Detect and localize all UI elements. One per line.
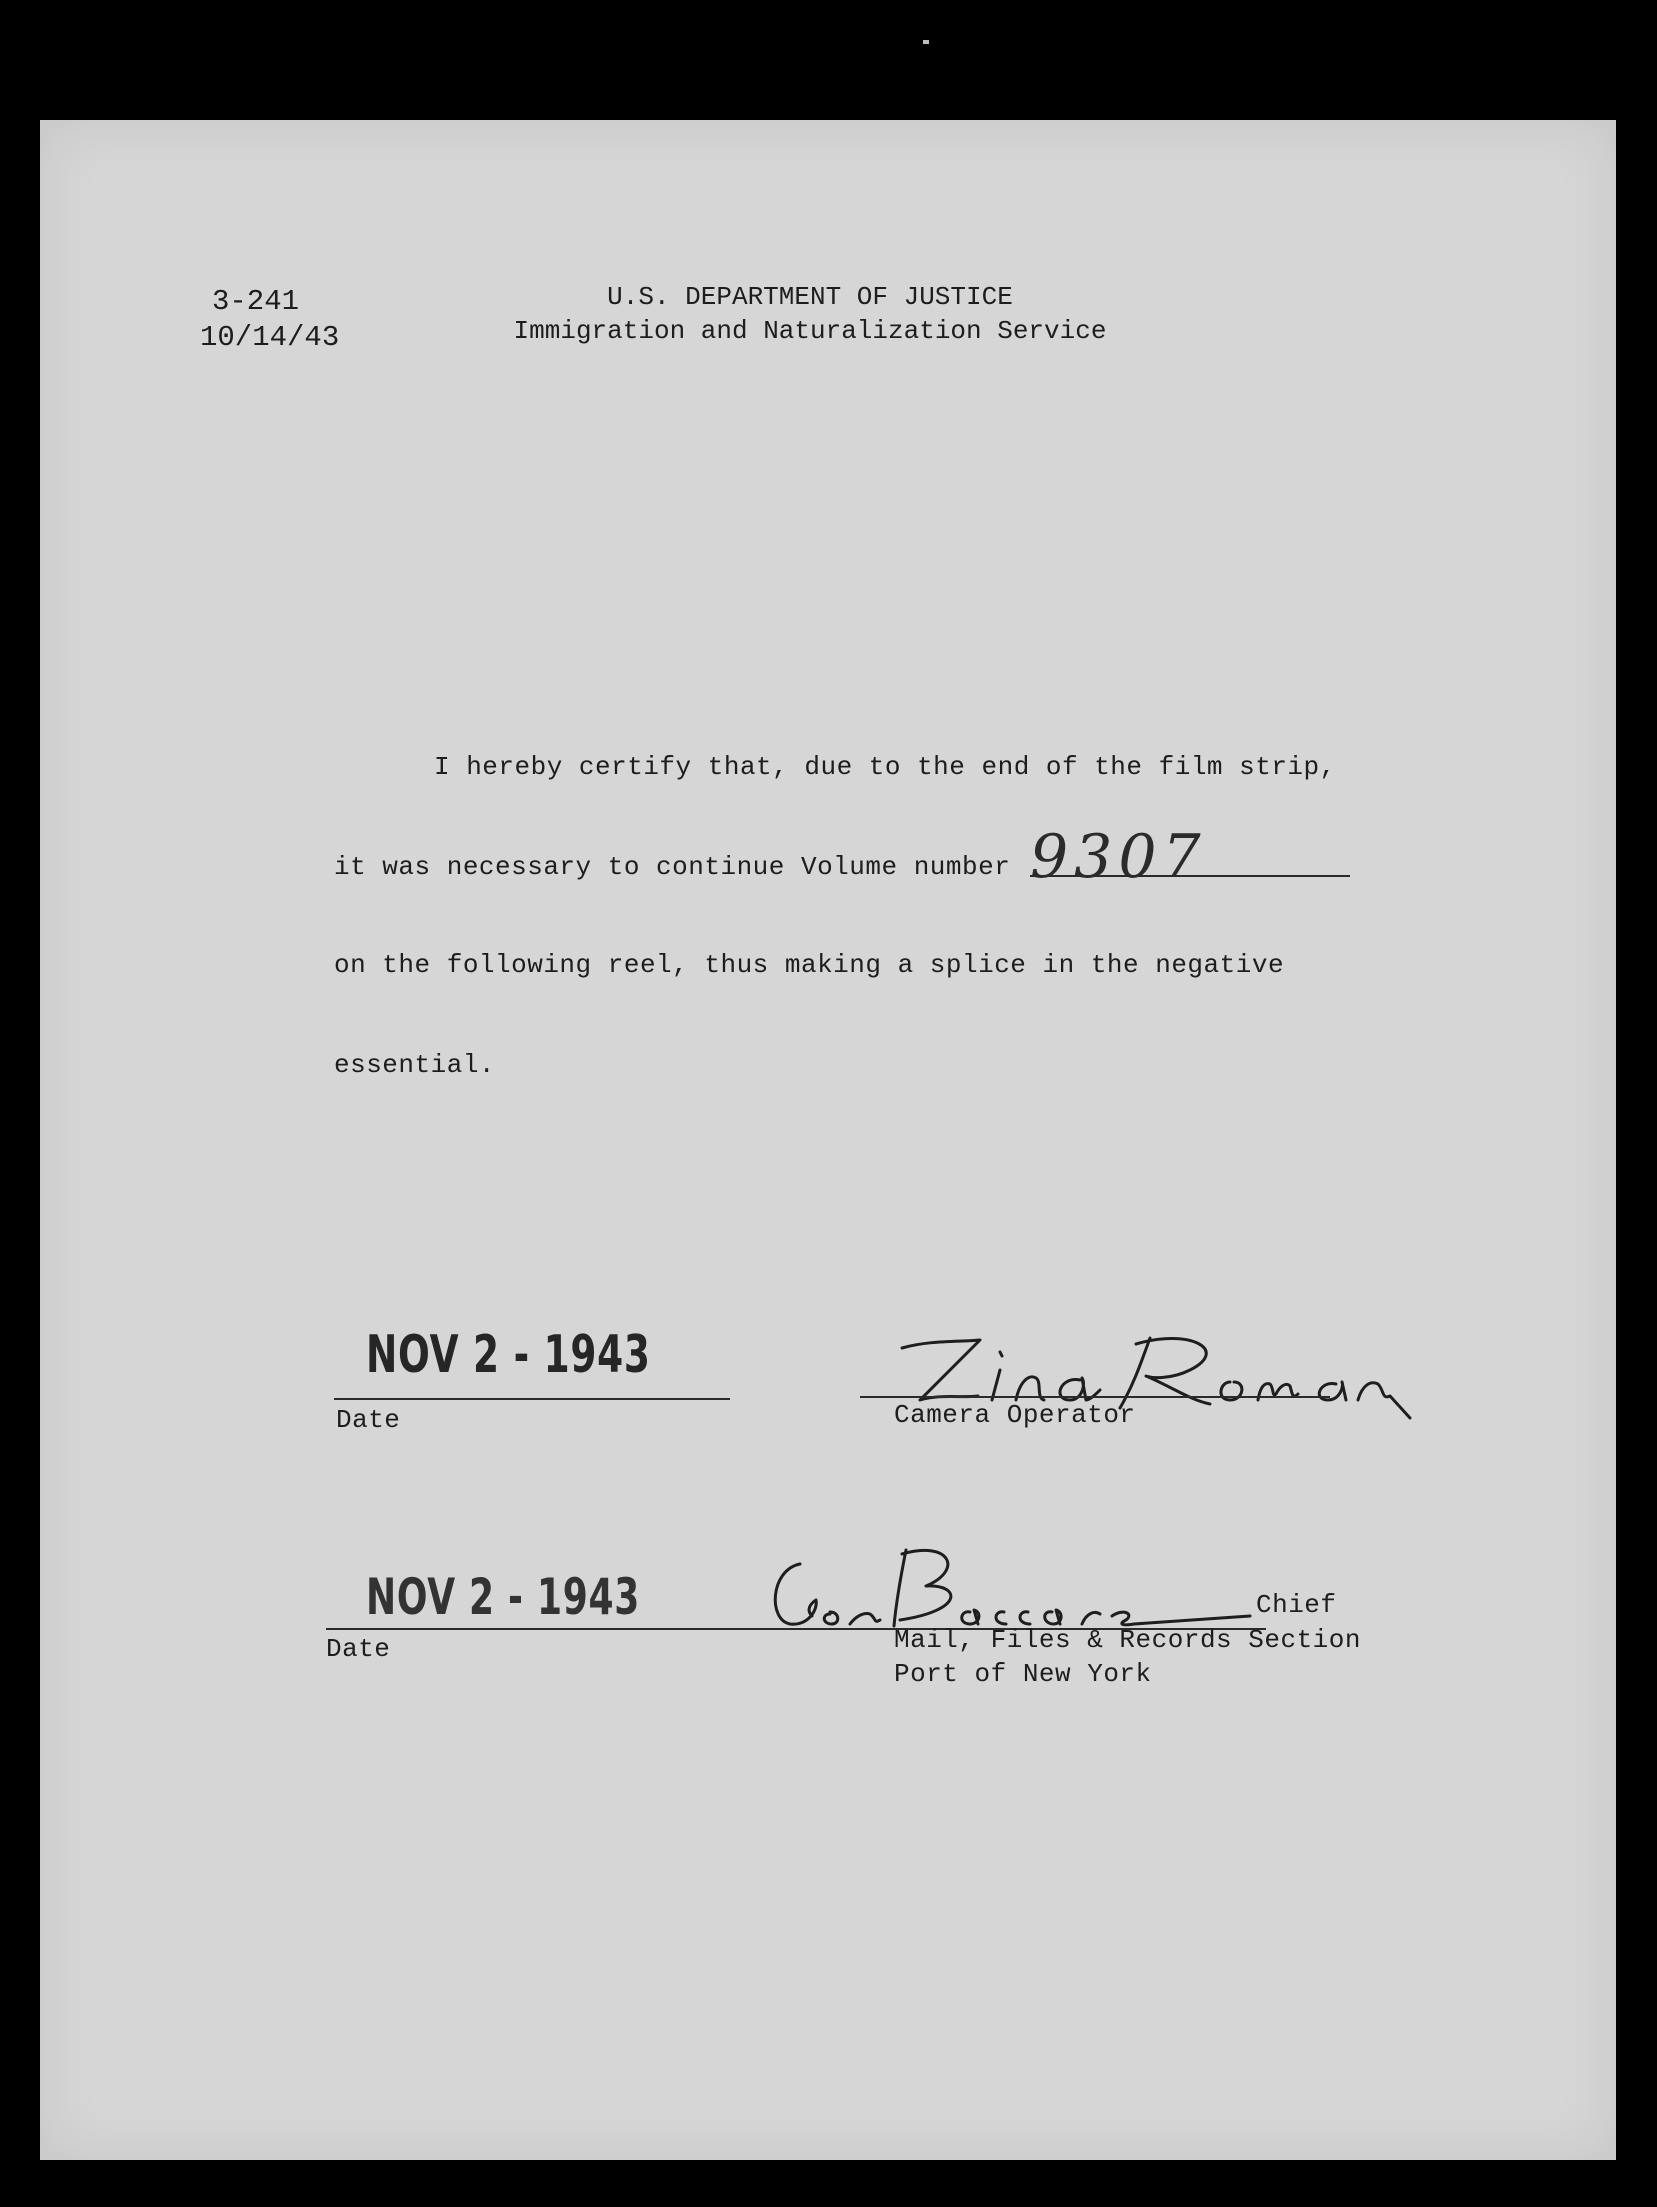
department-heading: U.S. DEPARTMENT OF JUSTICE xyxy=(607,282,1013,312)
first-date-stamp: NOV 2 - 1943 xyxy=(366,1325,651,1385)
document-page xyxy=(40,120,1616,2160)
speck xyxy=(923,40,929,44)
form-date: 10/14/43 xyxy=(200,321,340,354)
second-date-stamp: NOV 2 - 1943 xyxy=(366,1568,641,1626)
volume-number: 9307 xyxy=(1030,822,1207,892)
body-line-4: essential. xyxy=(334,1050,496,1080)
chief-title: Chief xyxy=(1256,1590,1337,1620)
chief-location: Port of New York xyxy=(894,1659,1152,1689)
second-date-label: Date xyxy=(326,1634,391,1664)
second-date-line xyxy=(326,1628,752,1630)
body-line-1: I hereby certify that, due to the end of the film strip, xyxy=(434,752,1336,782)
body-line-3: on the following reel, thus making a splice in the negative xyxy=(334,950,1285,980)
chief-section: Mail, Files & Records Section xyxy=(894,1625,1361,1655)
first-date-line xyxy=(334,1398,730,1400)
service-heading: Immigration and Naturalization Service xyxy=(513,316,1107,346)
form-identifier xyxy=(200,284,339,356)
body-line-2: it was necessary to continue Volume number xyxy=(334,852,1011,882)
camera-operator-line xyxy=(860,1396,1330,1398)
form-number: 3-241 xyxy=(212,285,300,318)
first-date-label: Date xyxy=(336,1405,401,1435)
camera-operator-label: Camera Operator xyxy=(894,1400,1136,1430)
